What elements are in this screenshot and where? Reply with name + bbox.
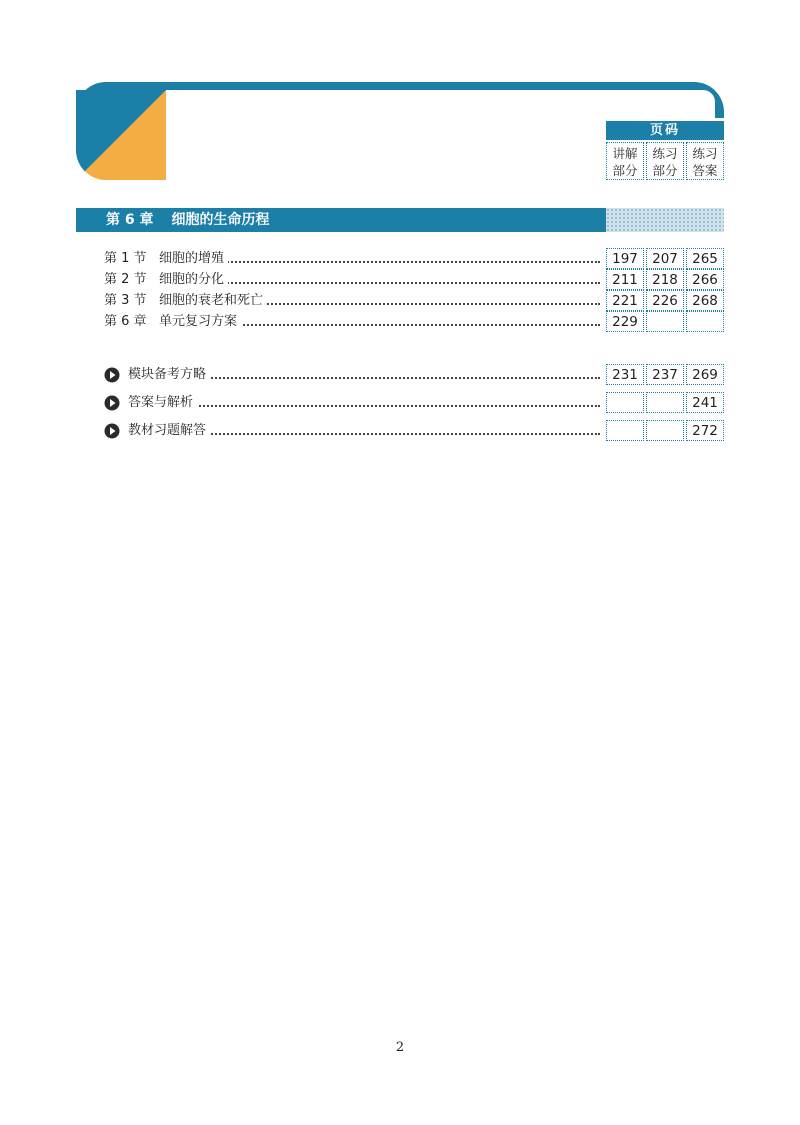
chapter-dotted-pattern [606, 208, 724, 232]
column-header-lecture [606, 142, 644, 180]
entry-label [104, 364, 210, 386]
page-cells [606, 392, 724, 414]
section-title: 细胞的分化 [158, 272, 224, 287]
column-header-line: 部分 [612, 163, 638, 178]
entry-label [104, 269, 228, 291]
page-exercise: 218 [646, 269, 684, 290]
chapter-heading[interactable] [76, 208, 724, 232]
entry-title: 模块备考方略 [128, 367, 207, 382]
pages-title: 页码 [606, 121, 724, 140]
page-answers: 265 [686, 248, 724, 269]
page-lecture: 211 [606, 269, 644, 290]
entry-title: 教材习题解答 [128, 423, 207, 438]
page-cells [606, 290, 724, 312]
page-answers: 268 [686, 290, 724, 311]
toc-entry-section-3[interactable] [104, 290, 724, 312]
page-exercise [646, 311, 684, 332]
toc-entry-exam-strategy[interactable] [104, 364, 724, 386]
column-header-line: 讲解 [612, 146, 638, 161]
entry-label [104, 392, 197, 414]
page-lecture: 197 [606, 248, 644, 269]
column-header-line: 练习 [652, 146, 678, 161]
page-answers: 269 [686, 364, 724, 385]
page-answers: 241 [686, 392, 724, 413]
section-number: 第 3 节 [104, 293, 147, 308]
banner-corner-graphic [76, 90, 166, 180]
page-cells [606, 248, 724, 270]
page-exercise [646, 420, 684, 441]
page-lecture [606, 420, 644, 441]
toc-entry-section-1[interactable] [104, 248, 724, 270]
section-title: 细胞的增殖 [158, 251, 224, 266]
entry-label [104, 311, 241, 333]
page-answers: 272 [686, 420, 724, 441]
page-lecture: 231 [606, 364, 644, 385]
entry-label [104, 420, 210, 442]
page-answers [686, 311, 724, 332]
column-header-line: 答案 [692, 163, 718, 178]
page-cells [606, 311, 724, 333]
page-cells [606, 420, 724, 442]
column-header-line: 练习 [692, 146, 718, 161]
column-header-answers [686, 142, 724, 180]
page-lecture: 229 [606, 311, 644, 332]
arrow-bullet-icon [104, 367, 120, 383]
page-cells [606, 364, 724, 386]
page-exercise: 207 [646, 248, 684, 269]
toc-entry-section-2[interactable] [104, 269, 724, 291]
entry-title: 答案与解析 [128, 395, 194, 410]
page-exercise [646, 392, 684, 413]
column-header-exercise [646, 142, 684, 180]
page-answers: 266 [686, 269, 724, 290]
section-title: 细胞的衰老和死亡 [158, 293, 263, 308]
chapter-title: 细胞的生命历程 [171, 212, 270, 228]
section-number: 第 1 节 [104, 251, 147, 266]
page-lecture [606, 392, 644, 413]
toc-entry-answers[interactable] [104, 392, 724, 414]
section-title: 单元复习方案 [158, 314, 237, 329]
arrow-bullet-icon [104, 423, 120, 439]
column-header-line: 部分 [652, 163, 678, 178]
toc-entry-textbook-solutions[interactable] [104, 420, 724, 442]
page-cells [606, 269, 724, 291]
chapter-heading-bar [76, 208, 606, 232]
section-number: 第 2 节 [104, 272, 147, 287]
page-exercise: 237 [646, 364, 684, 385]
page-lecture: 221 [606, 290, 644, 311]
page-columns-header [606, 121, 724, 180]
entry-label [104, 290, 267, 312]
page-number: 2 [395, 1040, 405, 1055]
arrow-bullet-icon [104, 395, 120, 411]
page-exercise: 226 [646, 290, 684, 311]
entry-label [104, 248, 228, 270]
chapter-number: 第 6 章 [106, 212, 154, 228]
toc-entry-chapter-review[interactable] [104, 311, 724, 333]
section-number: 第 6 章 [104, 314, 147, 329]
